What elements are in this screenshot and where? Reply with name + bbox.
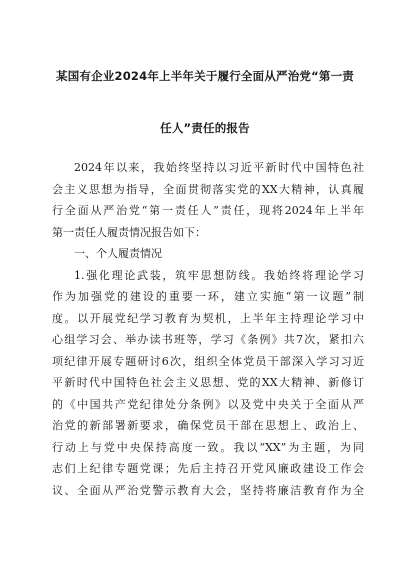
body-line: 会主义思想为指导，全面贯彻落实党的XX大精神，认真履 xyxy=(52,182,364,196)
body-line: 行动上与党中央保持高度一致。我以“XX”为主题，为同 xyxy=(52,440,364,454)
body-line: 行全面从严治党“第一责任人”责任，现将2024年上半年 xyxy=(52,204,364,217)
body-line: 1.强化理论武装，筑牢思想防线。我始终将理论学习 xyxy=(74,268,364,282)
body-line: 项纪律开展专题研讨6次，组织全体党员干部深入学习习近 xyxy=(52,354,364,368)
body-line: 平新时代中国特色社会主义思想、党的XX大精神、新修订 xyxy=(52,376,364,389)
body-line: 作为加强党的建设的重要一环，建立实施“第一议题”制 xyxy=(52,290,364,303)
body-line: 度。以开展党纪学习教育为契机，上半年主持理论学习中 xyxy=(52,311,364,325)
body-line: 治党的新部署新要求，确保党员干部在思想上、政治上、 xyxy=(52,419,364,432)
section-heading: 一、个人履责情况 xyxy=(74,247,162,260)
report-title-line-2: 任人”责任的报告 xyxy=(160,121,250,135)
body-line: 心组学习会、举办读书班等，学习《条例》共7次，紧扣六 xyxy=(52,333,364,346)
body-line: 2024年以来，我始终坚持以习近平新时代中国特色社 xyxy=(74,161,364,174)
body-line: 志们上纪律专题党课；先后主持召开党风廉政建设工作会 xyxy=(52,462,364,475)
report-body xyxy=(52,157,364,501)
body-line: 第一责任人履责情况报告如下： xyxy=(52,225,206,239)
body-line: 议、全面从严治党警示教育大会，坚持将廉洁教育作为全 xyxy=(52,483,364,497)
report-title-line-1: 某国有企业2024年上半年关于履行全面从严治党“第一责 xyxy=(56,69,354,83)
body-line: 的《中国共产党纪律处分条例》以及党中央关于全面从严 xyxy=(52,397,364,411)
